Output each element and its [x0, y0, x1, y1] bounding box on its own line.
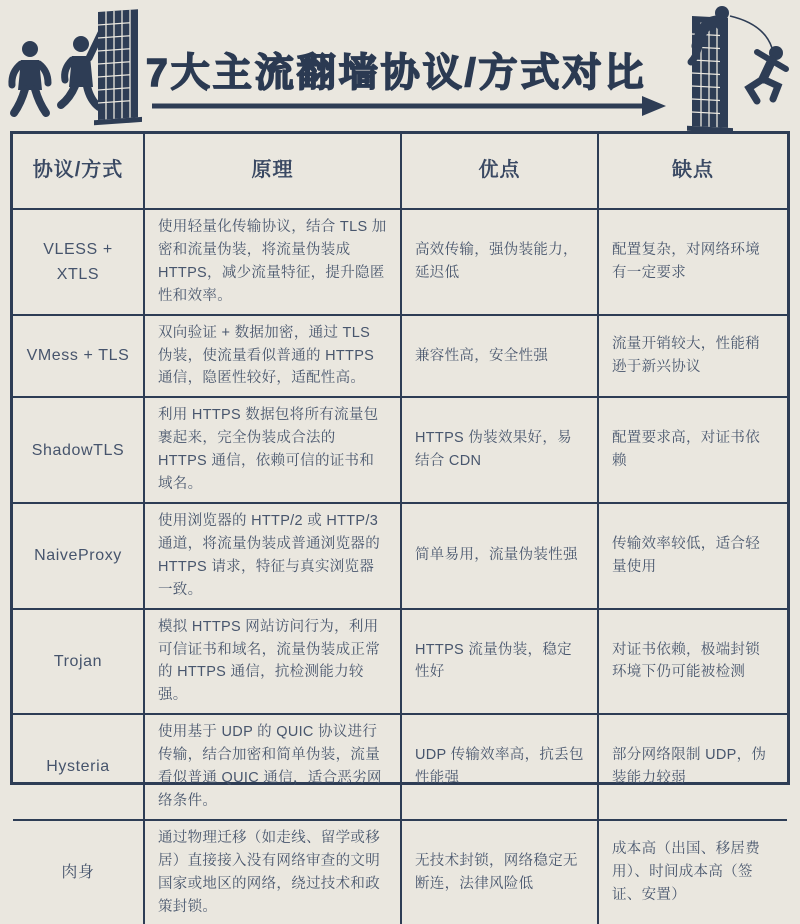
protocol-name: Trojan [13, 608, 143, 714]
pros-text: HTTPS 流量伪装，稳定性好 [400, 608, 597, 714]
protocol-name: Hysteria [13, 713, 143, 819]
protocol-name: VMess + TLS [13, 314, 143, 397]
principle-text: 使用浏览器的 HTTP/2 或 HTTP/3 通道，将流量伪装成普通浏览器的 HTTPS 请求，特征与真实浏览器一致。 [143, 502, 400, 608]
column-header-cons: 缺点 [597, 134, 787, 208]
pros-text: 高效传输，强伪装能力，延迟低 [400, 208, 597, 314]
cons-text: 配置要求高，对证书依赖 [597, 396, 787, 502]
principle-text: 使用基于 UDP 的 QUIC 协议进行传输，结合加密和简单伪装，流量看似普通 QUIC 通信，适合恶劣网络条件。 [143, 713, 400, 819]
cons-text: 流量开销较大，性能稍逊于新兴协议 [597, 314, 787, 397]
cons-text: 成本高（出国、移居费用）、时间成本高（签证、安置） [597, 819, 787, 924]
column-header-protocol: 协议/方式 [32, 159, 124, 182]
principle-text: 双向验证 + 数据加密，通过 TLS 伪装，使流量看似普通的 HTTPS 通信，隐匿性较好，适配性高。 [143, 314, 400, 397]
brick-wall-icon [94, 9, 142, 125]
pros-text: 无技术封锁，网络稳定无断连，法律风险低 [400, 819, 597, 924]
column-header-pros: 优点 [400, 134, 597, 208]
pros-text: UDP 传输效率高，抗丢包性能强 [400, 713, 597, 819]
protocol-name: NaiveProxy [13, 502, 143, 608]
protocol-name: VLESS + XTLS [13, 208, 143, 314]
protocol-name: ShadowTLS [13, 396, 143, 502]
principle-text: 模拟 HTTPS 网站访问行为，利用可信证书和域名，流量伪装成正常的 HTTPS 通信，抗检测能力较强。 [143, 608, 400, 714]
comparison-table [10, 131, 790, 915]
cons-text: 配置复杂，对网络环境有一定要求 [597, 208, 787, 314]
principle-text: 通过物理迁移（如走线、留学或移居）直接接入没有网络审查的文明国家或地区的网络，绕过技术和政策封锁。 [143, 819, 400, 924]
pros-text: 简单易用，流量伪装性强 [400, 502, 597, 608]
pros-text: HTTPS 伪装效果好，易结合 CDN [400, 396, 597, 502]
two-people-facing-wall-icon [12, 33, 101, 113]
right-arrow-icon [152, 96, 666, 116]
page-title: 7大主流翻墙协议/方式对比 [146, 52, 647, 95]
cons-text: 传输效率较低，适合轻量使用 [597, 502, 787, 608]
cons-text: 对证书依赖，极端封锁环境下仍可能被检测 [597, 608, 787, 714]
person-jumping-down-icon [749, 46, 786, 101]
column-header-principle: 原理 [143, 134, 400, 208]
jump-trajectory-line [730, 16, 772, 48]
header-banner [0, 0, 800, 132]
pros-text: 兼容性高，安全性强 [400, 314, 597, 397]
principle-text: 利用 HTTPS 数据包将所有流量包裹起来，完全伪装成合法的 HTTPS 通信，依赖可信的证书和域名。 [143, 396, 400, 502]
cons-text: 部分网络限制 UDP，伪装能力较弱 [597, 713, 787, 819]
principle-text: 使用轻量化传输协议，结合 TLS 加密和流量伪装，将流量伪装成 HTTPS，减少流量特征，提升隐匿性和效率。 [143, 208, 400, 314]
protocol-name: 肉身 [13, 819, 143, 924]
